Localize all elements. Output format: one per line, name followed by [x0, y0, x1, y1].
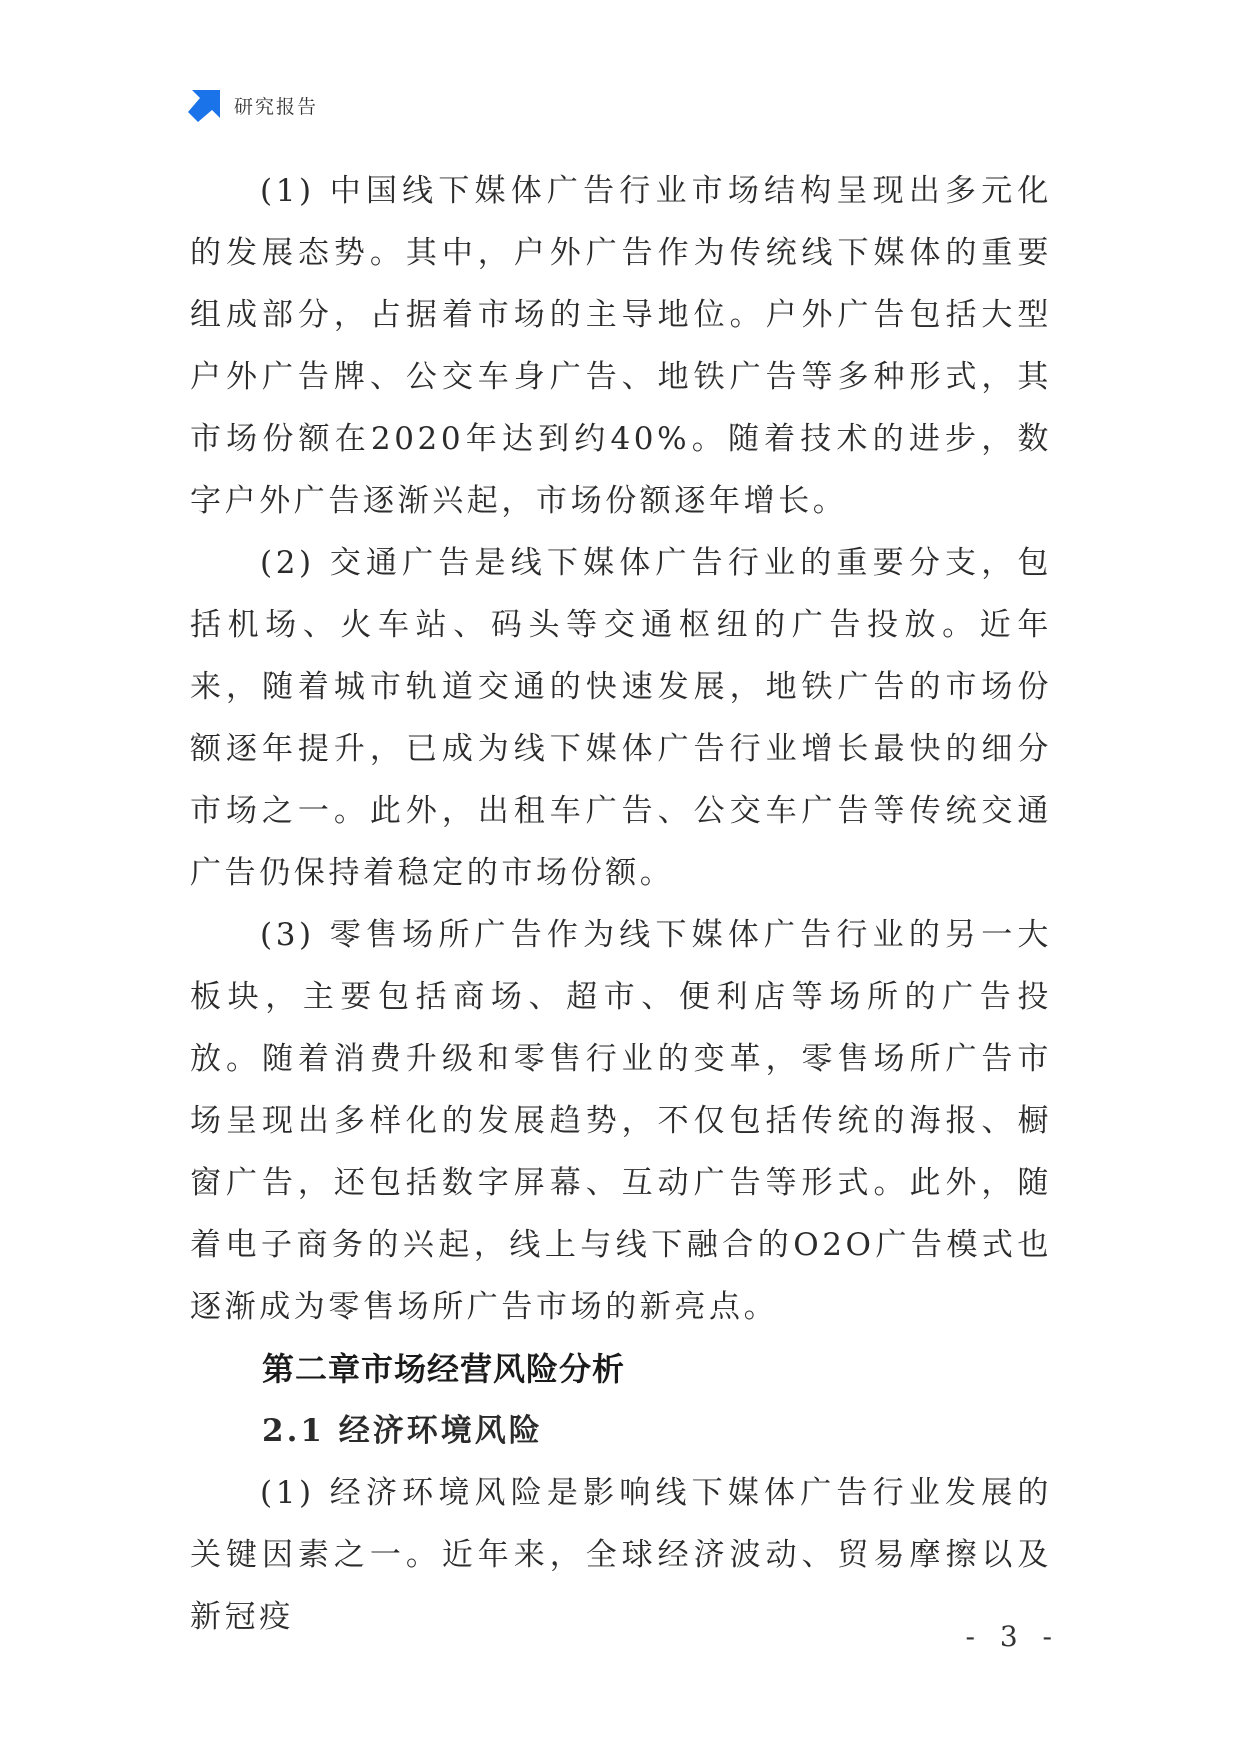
paragraph-1: (1) 中国线下媒体广告行业市场结构呈现出多元化的发展态势。其中，户外广告作为传统线下媒体的重要组成部分，占据着市场的主导地位。户外广告包括大型户外广告牌、公交车身广告、地铁广告等多种形式，其市场份额在2020年达到约40%。随着技术的进步，数字户外广告逐渐兴起，市场份额逐年增长。 — [190, 173, 1052, 519]
chapter-title: 第二章市场经营风险分析 — [262, 1350, 626, 1388]
section-paragraph: (1) 经济环境风险是影响线下媒体广告行业发展的关键因素之一。近年来，全球经济波动、贸易摩擦以及新冠疫 — [190, 1475, 1052, 1635]
document-body — [190, 160, 1052, 1648]
paragraph-2: (2) 交通广告是线下媒体广告行业的重要分支，包括机场、火车站、码头等交通枢纽的广告投放。近年来，随着城市轨道交通的快速发展，地铁广告的市场份额逐年提升，已成为线下媒体广告行业增长最快的细分市场之一。此外，出租车广告、公交车广告等传统交通广告仍保持着稳定的市场份额。 — [190, 545, 1052, 891]
report-header — [188, 88, 318, 122]
paragraph-3: (3) 零售场所广告作为线下媒体广告行业的另一大板块，主要包括商场、超市、便利店等场所的广告投放。随着消费升级和零售行业的变革，零售场所广告市场呈现出多样化的发展趋势，不仅包括传统的海报、橱窗广告，还包括数字屏幕、互动广告等形式。此外，随着电子商务的兴起，线上与线下融合的O2O广告模式也逐渐成为零售场所广告市场的新亮点。 — [190, 917, 1052, 1325]
header-label: 研究报告 — [234, 95, 319, 118]
page-number: - 3 - — [965, 1620, 1060, 1653]
arrow-up-right-logo-icon — [188, 88, 222, 122]
section-title: 2.1 经济环境风险 — [262, 1413, 543, 1449]
